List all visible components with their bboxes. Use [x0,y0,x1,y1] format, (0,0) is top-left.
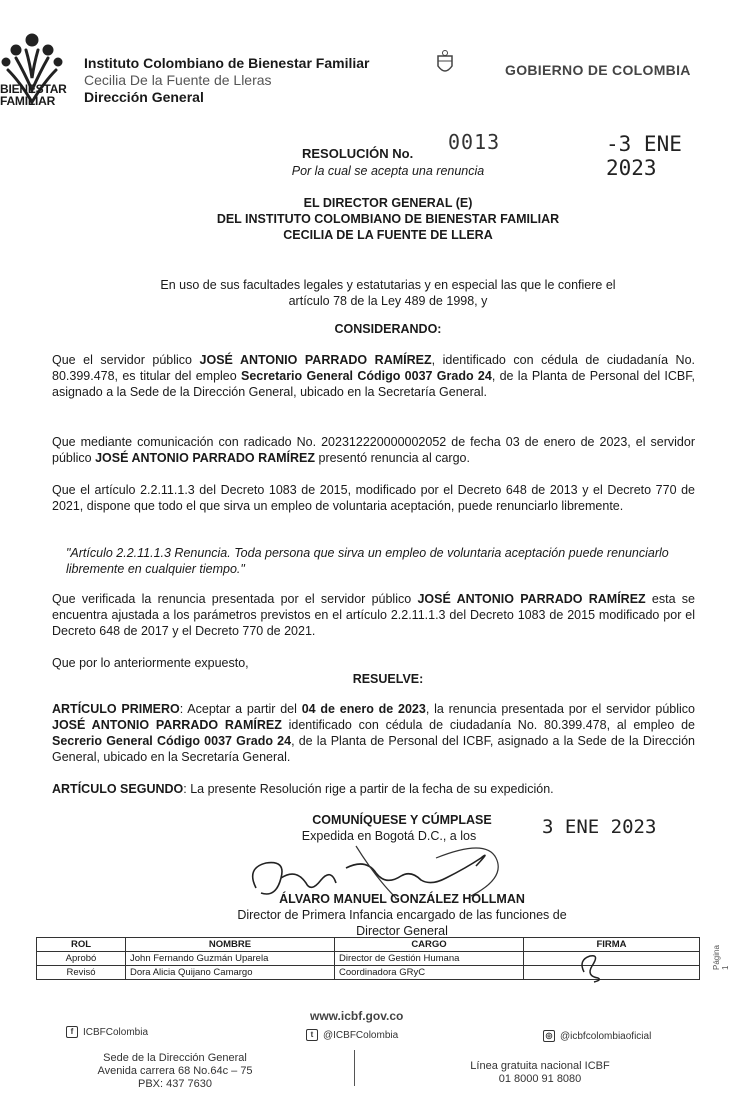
considerando-title: CONSIDERANDO: [334,322,442,336]
logo-wordmark: BIENESTAR FAMILIAR [0,82,67,108]
twitter-link[interactable]: t @ICBFColombia [306,1029,398,1041]
coat-of-arms-icon [434,50,456,78]
government-label: GOBIERNO DE COLOMBIA [505,62,691,78]
table-row: Revisó Dora Alicia Quijano Camargo Coordinadora GRyC [37,966,700,980]
signature-cell [524,966,700,980]
issue-date-stamp: 3 ENE 2023 [542,816,657,838]
instagram-icon: ◎ [543,1030,555,1042]
table-header-row: ROL NOMBRE CARGO FIRMA [37,938,700,952]
initials-signature [576,950,606,984]
website-link[interactable]: www.icbf.gov.co [310,1009,404,1023]
consideration-5: Que por lo anteriormente expuesto, [52,656,249,670]
resolution-subject: Por la cual se acepta una renuncia [291,164,485,178]
institution-office: Dirección General [84,89,204,105]
consideration-1: Que el servidor público JOSÉ ANTONIO PARRADO RAMÍREZ, identificado con cédula de ciudadanía No. 80.399.478, es titular del empleo Secretario General Código 0037 Grado 24, de la Planta de Personal del ICBF, asignado a la Sede de la Dirección General, ubicado en la Secretaría General. [52,353,695,399]
article-2: ARTÍCULO SEGUNDO: La presente Resolución rige a partir de la fecha de su expedición. [52,782,554,796]
resolution-number: 0013 [448,130,501,154]
footer-divider [354,1050,355,1086]
institution-block [84,55,369,106]
consideration-4: Que verificada la renuncia presentada por el servidor público JOSÉ ANTONIO PARRADO RAMÍREZ esta se encuentra ajustada a los parámetros previstos en el artículo 2.2.11.1.3 del Decreto 1083 de 2015 modificado por el Decreto 648 de 2017 y el Decreto 770 de 2021. [52,592,696,638]
twitter-icon: t [306,1029,318,1041]
resolution-label: RESOLUCIÓN No. [302,146,414,161]
legal-quote: "Artículo 2.2.11.1.3 Renuncia. Toda persona que sirva un empleo de voluntaria aceptación puede renunciarlo libremente en cualquier tiempo." [66,546,669,576]
consideration-2: Que mediante comunicación con radicado No. 202312220000002052 de fecha 03 de enero de 2023, el servidor público JOSÉ ANTONIO PARRADO RAMÍREZ presentó renuncia al cargo. [52,435,695,465]
closing-block: COMUNÍQUESE Y CÚMPLASE Expedida en Bogotá D.C., a los [301,813,492,843]
table-row: Aprobó John Fernando Guzmán Uparela Director de Gestión Humana [37,952,700,966]
institution-name: Instituto Colombiano de Bienestar Familiar [84,55,370,71]
institution-director: Cecilia De la Fuente de Lleras [84,72,272,88]
signature-cell [524,952,700,966]
facebook-link[interactable]: f ICBFColombia [66,1026,148,1038]
address-block: Sede de la Dirección General Avenida carrera 68 No.64c – 75 PBX: 437 7630 [97,1052,253,1090]
resolution-date-stamp: -3 ENE 2023 [606,132,682,180]
hotline-block: Línea gratuita nacional ICBF 01 8000 91 8080 [470,1060,610,1085]
instagram-link[interactable]: ◎ @icbfcolombiaoficial [543,1030,651,1042]
authority-block: EL DIRECTOR GENERAL (E) DEL INSTITUTO COLOMBIANO DE BIENESTAR FAMILIAR CECILIA DE LA FUENTE DE LLERA [216,196,560,242]
article-1: ARTÍCULO PRIMERO: Aceptar a partir del 04 de enero de 2023, la renuncia presentada por el servidor público JOSÉ ANTONIO PARRADO RAMÍREZ identificado con cédula de ciudadanía No. 80.399.478, al empleo de Secrerio General Código 0037 Grado 24, de la Planta de Personal del ICBF, asignado a la Sede de la Dirección General, ubicado en la Secretaría General. [52,702,696,764]
preamble: En uso de sus facultades legales y estatutarias y en especial las que le confiere el artículo 78 de la Ley 489 de 1998, y [160,278,616,308]
signer-block: ÁLVARO MANUEL GONZÁLEZ HOLLMAN Director de Primera Infancia encargado de las funciones de Director General [237,892,567,938]
page-number: Página 1 [712,945,730,970]
resuelve-title: RESUELVE: [352,672,424,686]
facebook-icon: f [66,1026,78,1038]
consideration-3: Que el artículo 2.2.11.1.3 del Decreto 1083 de 2015, modificado por el Decreto 648 de 2013 y el Decreto 770 de 2021, dispone que todo el que sirva un empleo de voluntaria aceptación, puede renunciarlo libremente. [52,483,695,513]
